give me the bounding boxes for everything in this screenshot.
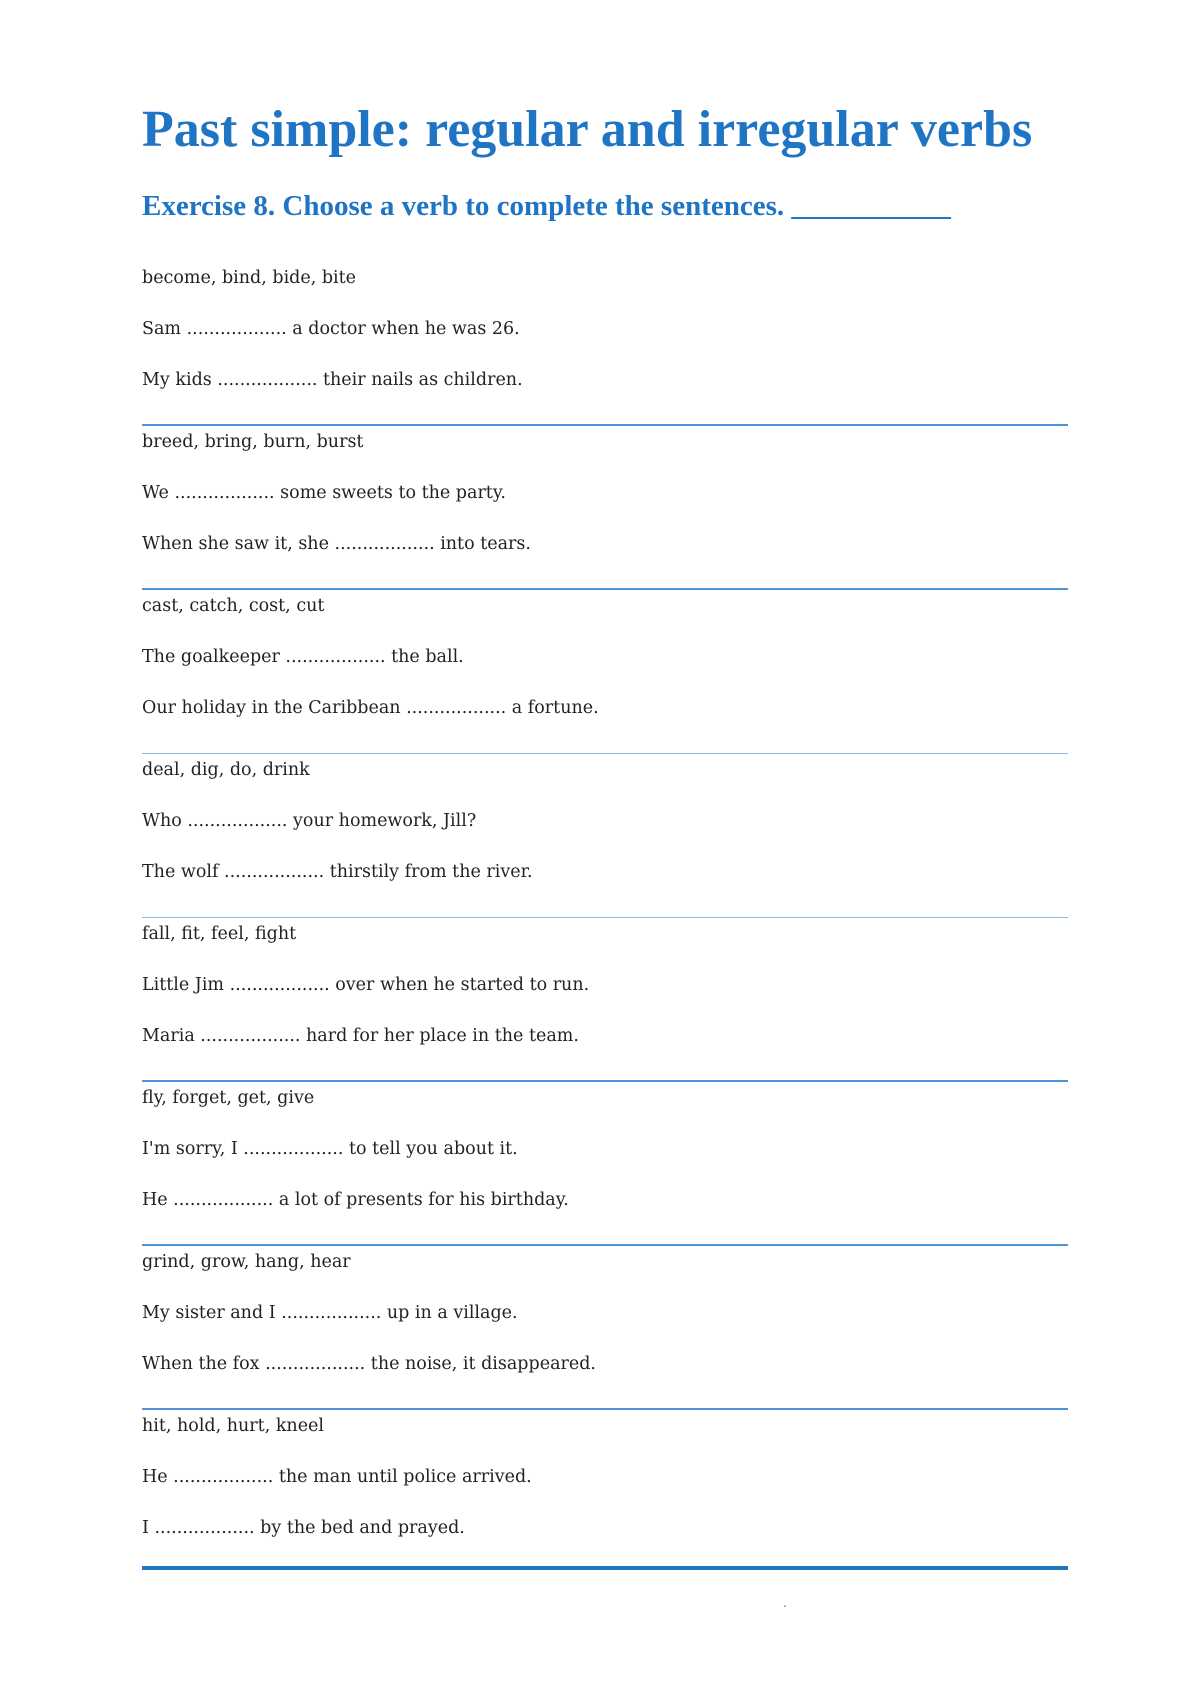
sentence: When she saw it, she .................. into tears. bbox=[142, 534, 531, 554]
verb-options: grind, grow, hang, hear bbox=[142, 1252, 351, 1272]
exercise-instruction: Exercise 8. Choose a verb to complete the sentences. ___________ bbox=[142, 190, 951, 222]
sentence: He .................. a lot of presents for his birthday. bbox=[142, 1190, 569, 1210]
sentence: He .................. the man until police arrived. bbox=[142, 1467, 532, 1487]
sentence: We .................. some sweets to the party. bbox=[142, 483, 506, 503]
verb-options: fall, fit, feel, fight bbox=[142, 924, 297, 944]
verb-options: become, bind, bide, bite bbox=[142, 268, 357, 288]
page-title: Past simple: regular and irregular verbs bbox=[142, 101, 1033, 158]
sentence: My kids .................. their nails as children. bbox=[142, 370, 523, 390]
verb-options: fly, forget, get, give bbox=[142, 1088, 315, 1108]
verb-options: breed, bring, burn, burst bbox=[142, 432, 364, 452]
exercise-section bbox=[142, 1246, 1068, 1410]
exercise-section bbox=[142, 262, 1068, 426]
sentence: Maria .................. hard for her place in the team. bbox=[142, 1026, 579, 1046]
sentence: Sam .................. a doctor when he was 26. bbox=[142, 319, 520, 339]
sentence: The wolf .................. thirstily from the river. bbox=[142, 862, 533, 882]
sentence: I .................. by the bed and prayed. bbox=[142, 1518, 465, 1538]
sentence: The goalkeeper .................. the ball. bbox=[142, 647, 464, 667]
sentence: Our holiday in the Caribbean .................. a fortune. bbox=[142, 698, 599, 718]
sentence: When the fox .................. the noise, it disappeared. bbox=[142, 1354, 596, 1374]
sentence: My sister and I .................. up in a village. bbox=[142, 1303, 518, 1323]
exercise-section bbox=[142, 754, 1068, 918]
sentence: Little Jim .................. over when he started to run. bbox=[142, 975, 590, 995]
sentence: Who .................. your homework, Jill? bbox=[142, 811, 477, 831]
verb-options: hit, hold, hurt, kneel bbox=[142, 1416, 325, 1436]
exercise-section bbox=[142, 1410, 1068, 1570]
exercise-sections bbox=[142, 262, 1068, 1570]
exercise-section bbox=[142, 1082, 1068, 1246]
exercise-section bbox=[142, 426, 1068, 590]
verb-options: cast, catch, cost, cut bbox=[142, 596, 325, 616]
sentence: I'm sorry, I .................. to tell you about it. bbox=[142, 1139, 518, 1159]
exercise-section bbox=[142, 918, 1068, 1082]
verb-options: deal, dig, do, drink bbox=[142, 760, 310, 780]
footer-mark: . bbox=[783, 1596, 787, 1610]
exercise-section bbox=[142, 590, 1068, 754]
